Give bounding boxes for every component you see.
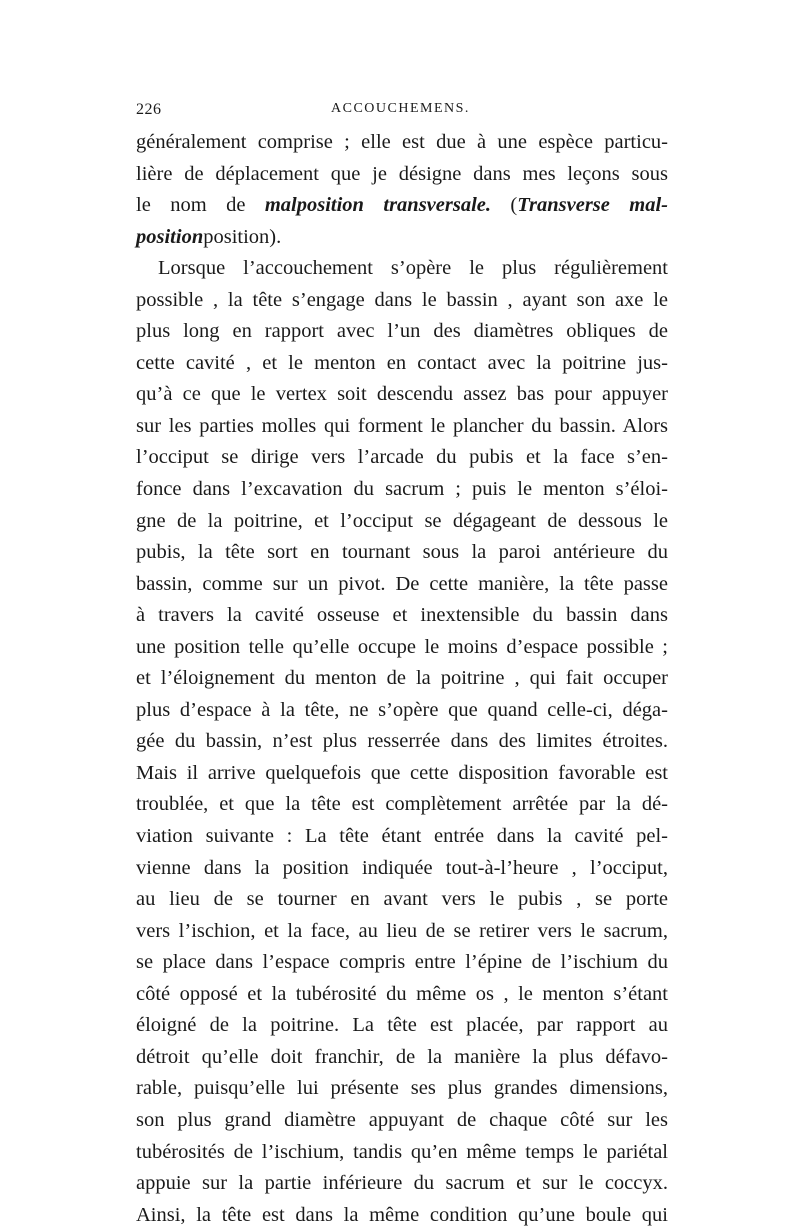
text-line: qu’à ce que le vertex soit descendu assez bas pour appuyer <box>136 383 668 406</box>
text-line: Ainsi, la tête est dans la même condition qu’une boule qui <box>136 1203 668 1226</box>
text-line: et l’éloignement du menton de la poitrine , qui fait occuper <box>136 667 668 690</box>
text-line: sur les parties molles qui forment le plancher du bassin. Alors <box>136 414 668 437</box>
text-line-with-italic <box>136 190 668 222</box>
text-line-with-italic <box>136 222 668 254</box>
text-segment: position). <box>203 225 282 248</box>
text-line: bassin, comme sur un pivot. De cette manière, la tête passe <box>136 572 668 595</box>
italic-term-en: Transverse mal- <box>517 194 669 217</box>
running-head <box>136 101 666 123</box>
text-line: pubis, la tête sort en tournant sous la paroi antérieure du <box>136 541 668 564</box>
text-line: vienne dans la position indiquée tout-à-l’heure , l’occiput, <box>136 856 668 879</box>
text-segment: ( <box>491 194 518 217</box>
text-line: Mais il arrive quelquefois que cette disposition favorable est <box>136 761 668 784</box>
text-line: son plus grand diamètre appuyant de chaque côté sur les <box>136 1108 668 1131</box>
text-line: tubérosités de l’ischium, tandis qu’en même temps le pariétal <box>136 1140 668 1163</box>
italic-term-en-end: position <box>136 225 204 248</box>
text-line: rable, puisqu’elle lui présente ses plus grandes dimensions, <box>136 1077 668 1100</box>
text-line: côté opposé et la tubérosité du même os , le menton s’étant <box>136 982 668 1005</box>
text-line: possible , la tête s’engage dans le bassin , ayant son axe le <box>136 288 668 311</box>
page-number: 226 <box>136 101 162 118</box>
text-line: au lieu de se tourner en avant vers le pubis , se porte <box>136 888 668 911</box>
text-line: fonce dans l’excavation du sacrum ; puis le menton s’éloi- <box>136 478 668 501</box>
text-line: cette cavité , et le menton en contact avec la poitrine jus- <box>136 351 668 374</box>
text-line: à travers la cavité osseuse et inextensible du bassin dans <box>136 604 668 627</box>
text-line: détroit qu’elle doit franchir, de la manière la plus défavo- <box>136 1045 668 1068</box>
text-line: éloigné de la poitrine. La tête est placée, par rapport au <box>136 1014 668 1037</box>
text-line: Lorsque l’accouchement s’opère le plus régulièrement <box>158 257 668 280</box>
text-segment: le nom de <box>136 194 265 217</box>
text-line: appuie sur la partie inférieure du sacrum et sur le coccyx. <box>136 1172 668 1195</box>
text-line: se place dans l’espace compris entre l’épine de l’ischium du <box>136 951 668 974</box>
text-line: gne de la poitrine, et l’occiput se dégageant de dessous le <box>136 509 668 532</box>
text-line: plus d’espace à la tête, ne s’opère que quand celle-ci, déga- <box>136 698 668 721</box>
running-title: ACCOUCHEMENS. <box>331 101 470 116</box>
body-text <box>136 127 668 1231</box>
text-line: l’occiput se dirige vers l’arcade du pubis et la face s’en- <box>136 446 668 469</box>
text-line: gée du bassin, n’est plus resserrée dans des limites étroites. <box>136 730 668 753</box>
text-line: plus long en rapport avec l’un des diamètres obliques de <box>136 320 668 343</box>
text-line: viation suivante : La tête étant entrée dans la cavité pel- <box>136 825 668 848</box>
text-line: troublée, et que la tête est complètement arrêtée par la dé- <box>136 793 668 816</box>
text-line: généralement comprise ; elle est due à une espèce particu- <box>136 131 668 153</box>
italic-term-fr: malposition transversale. <box>264 194 491 217</box>
text-line: lière de déplacement que je désigne dans mes leçons sous <box>136 162 668 185</box>
text-line: vers l’ischion, et la face, au lieu de se retirer vers le sacrum, <box>136 919 668 942</box>
text-line: une position telle qu’elle occupe le moins d’espace possible ; <box>136 635 668 658</box>
